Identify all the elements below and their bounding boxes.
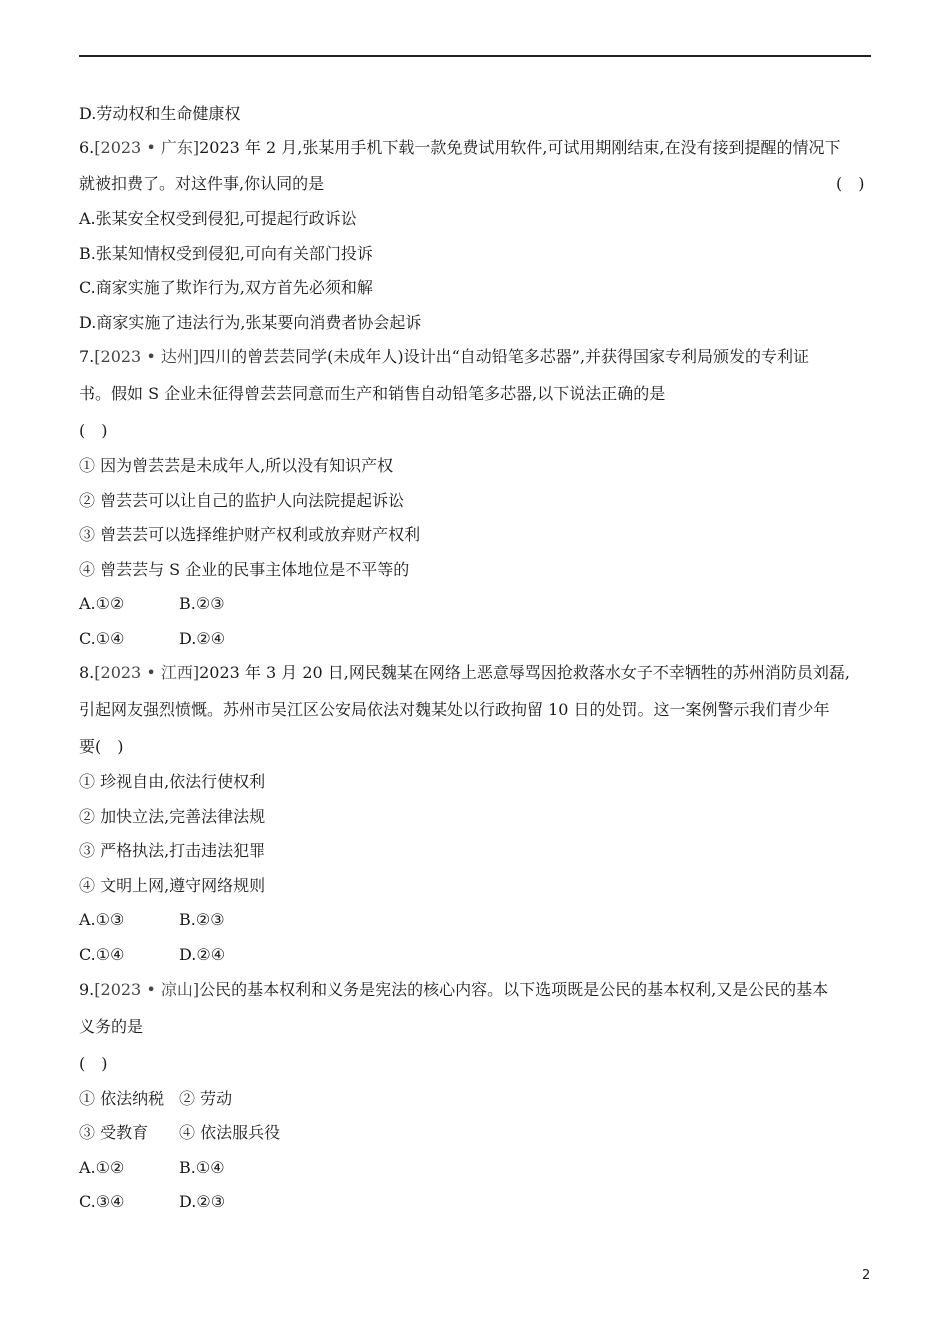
q6-line-2: 就被扣费了。对这件事,你认同的是 — [79, 174, 325, 193]
q9-option-b: B.①④ — [179, 1158, 225, 1177]
q9-statements-row-2 — [79, 1123, 281, 1143]
q7-text-1: 四川的曾芸芸同学(未成年人)设计出“自动铅笔多芯器”,并获得国家专利局颁发的专利证 — [199, 347, 810, 366]
q8-source: [2023 • 江西] — [94, 663, 200, 682]
q6-source: [2023 • 广东] — [94, 138, 200, 157]
q7-statement-3: ③ 曾芸芸可以选择维护财产权利或放弃财产权利 — [79, 525, 421, 544]
q9-option-c: C.③④ — [79, 1192, 125, 1211]
q9-line-2: 义务的是 — [79, 1017, 144, 1036]
q8-number: 8. — [79, 663, 95, 682]
q7-number: 7. — [79, 347, 95, 366]
q6-option-d: D.商家实施了违法行为,张某要向消费者协会起诉 — [79, 313, 422, 332]
q7-line-1 — [79, 347, 809, 367]
q6-text-1: 2023 年 2 月,张某用手机下载一款免费试用软件,可试用期刚结束,在没有接到提醒的情况下 — [199, 138, 841, 157]
q7-options-row-2 — [79, 629, 226, 649]
q8-line-2: 引起网友强烈愤慨。苏州市吴江区公安局依法对魏某处以行政拘留 10 日的处罚。这一案例警示我们青少年 — [79, 700, 830, 719]
q7-statement-4: ④ 曾芸芸与 S 企业的民事主体地位是不平等的 — [79, 560, 410, 579]
q8-statement-1: ① 珍视自由,依法行使权利 — [79, 772, 266, 791]
q9-statement-4: ④ 依法服兵役 — [179, 1123, 281, 1142]
q9-number: 9. — [79, 980, 95, 999]
q6-option-a: A.张某安全权受到侵犯,可提起行政诉讼 — [79, 209, 357, 228]
q9-line-1 — [79, 980, 828, 1000]
q7-answer-paren: ( ) — [79, 421, 108, 440]
q8-text-1: 2023 年 3 月 20 日,网民魏某在网络上恶意辱骂因抢救落水女子不幸牺牲的苏州消防员刘磊, — [199, 663, 850, 682]
q8-statement-4: ④ 文明上网,遵守网络规则 — [79, 876, 266, 895]
q8-line-1 — [79, 663, 850, 683]
q9-option-d: D.②③ — [179, 1192, 226, 1211]
q8-statement-2: ② 加快立法,完善法律法规 — [79, 807, 266, 826]
q9-statement-3: ③ 受教育 — [79, 1123, 149, 1142]
q9-option-a: A.①② — [79, 1158, 125, 1177]
q7-option-a: A.①② — [79, 594, 125, 613]
q9-text-1: 公民的基本权利和义务是宪法的核心内容。以下选项既是公民的基本权利,又是公民的基本 — [199, 980, 829, 999]
q7-options-row-1 — [79, 594, 225, 614]
q8-statement-3: ③ 严格执法,打击违法犯罪 — [79, 841, 266, 860]
q7-line-2: 书。假如 S 企业未征得曾芸芸同意而生产和销售自动铅笔多芯器,以下说法正确的是 — [79, 384, 666, 403]
q9-statement-2: ② 劳动 — [179, 1089, 233, 1108]
q7-option-c: C.①④ — [79, 629, 125, 648]
q6-option-c: C.商家实施了欺诈行为,双方首先必须和解 — [79, 278, 373, 297]
q7-statement-2: ② 曾芸芸可以让自己的监护人向法院提起诉讼 — [79, 491, 405, 510]
q8-option-c: C.①④ — [79, 945, 125, 964]
q7-option-d: D.②④ — [179, 629, 226, 648]
q9-statement-1: ① 依法纳税 — [79, 1089, 165, 1108]
header-rule — [79, 55, 871, 57]
q9-statements-row-1 — [79, 1089, 233, 1109]
q9-source: [2023 • 凉山] — [94, 980, 200, 999]
q6-number: 6. — [79, 138, 95, 157]
q6-option-b: B.张某知情权受到侵犯,可向有关部门投诉 — [79, 244, 373, 263]
q6-line-1 — [79, 138, 841, 158]
q9-options-row-2 — [79, 1192, 226, 1212]
q8-options-row-1 — [79, 910, 225, 930]
q8-option-b: B.②③ — [179, 910, 225, 929]
prev-option-d: D.劳动权和生命健康权 — [79, 104, 241, 123]
q8-options-row-2 — [79, 945, 226, 965]
q7-source: [2023 • 达州] — [94, 347, 200, 366]
page-number: 2 — [862, 1268, 871, 1283]
q8-option-d: D.②④ — [179, 945, 226, 964]
q7-option-b: B.②③ — [179, 594, 225, 613]
q9-answer-paren: ( ) — [79, 1054, 108, 1073]
q9-options-row-1 — [79, 1158, 225, 1178]
q8-line-3: 要( ) — [79, 737, 124, 756]
q6-answer-paren: ( ) — [836, 174, 865, 193]
q7-statement-1: ① 因为曾芸芸是未成年人,所以没有知识产权 — [79, 456, 394, 475]
q8-option-a: A.①③ — [79, 910, 125, 929]
